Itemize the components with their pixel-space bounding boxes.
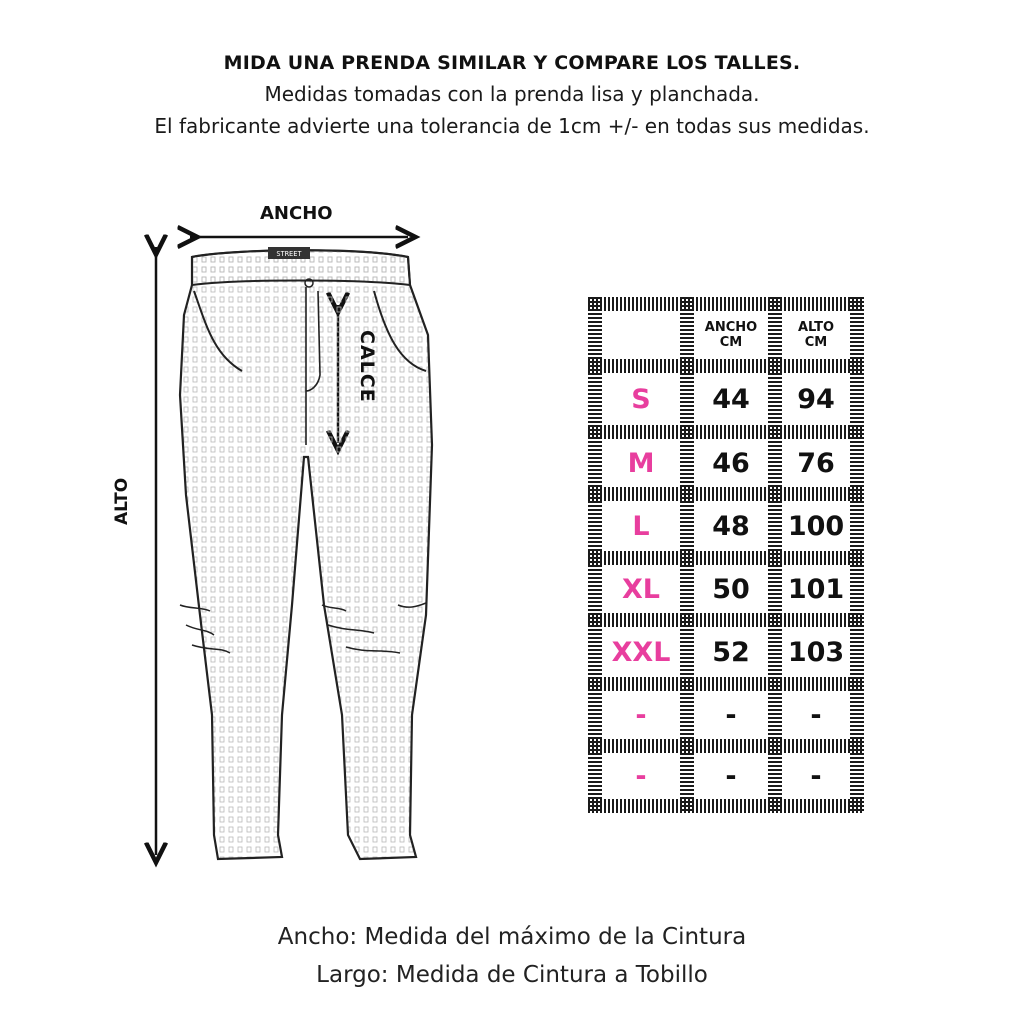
ancho-cell: 50 — [712, 573, 750, 605]
alto-cell: 101 — [787, 573, 845, 605]
height-label: ALTO — [112, 477, 132, 525]
table-vline — [768, 297, 782, 813]
ancho-cell: - — [725, 760, 737, 792]
size-cell: XL — [621, 573, 661, 605]
ancho-cell: - — [725, 699, 737, 731]
footer-line-1: Ancho: Medida del máximo de la Cintura — [277, 924, 747, 950]
alto-cell: 76 — [797, 447, 835, 479]
size-cell: - — [635, 760, 647, 792]
ancho-cell: 52 — [712, 636, 750, 668]
table-hline — [588, 799, 864, 813]
subtitle-line-1: Medidas tomadas con la prenda lisa y planchada. — [264, 82, 760, 106]
header — [0, 48, 1024, 142]
rise-label: CALCE — [356, 330, 378, 403]
waistband-tag: STREET — [276, 250, 302, 258]
width-label: ANCHO — [260, 203, 333, 224]
size-cell: - — [635, 699, 647, 731]
table-hline — [588, 297, 864, 311]
size-cell: M — [627, 447, 655, 479]
table-hline — [588, 359, 864, 373]
alto-cell: 94 — [797, 383, 835, 415]
table-hline — [588, 425, 864, 439]
alto-cell: - — [810, 699, 822, 731]
table-hline — [588, 613, 864, 627]
table-vline — [680, 297, 694, 813]
pants-illustration — [110, 195, 450, 895]
size-cell: S — [631, 383, 651, 415]
table-hline — [588, 677, 864, 691]
ancho-cell: 48 — [712, 510, 750, 542]
header-alto-cm: ALTO CM — [797, 320, 835, 350]
header-ancho-cm: ANCHO CM — [704, 320, 758, 350]
size-table — [588, 297, 864, 813]
table-hline — [588, 551, 864, 565]
footer — [0, 918, 1024, 994]
table-vline — [588, 297, 602, 813]
size-cell: XXL — [611, 636, 671, 668]
alto-cell: 103 — [787, 636, 845, 668]
size-cell: L — [632, 510, 650, 542]
ancho-cell: 44 — [712, 383, 750, 415]
table-vline — [850, 297, 864, 813]
table-hline — [588, 739, 864, 753]
alto-cell: 100 — [787, 510, 845, 542]
ancho-cell: 46 — [712, 447, 750, 479]
subtitle-line-2: El fabricante advierte una tolerancia de 1cm +/- en todas sus medidas. — [154, 114, 870, 138]
table-hline — [588, 487, 864, 501]
pants-diagram — [110, 195, 450, 895]
page-title: MIDA UNA PRENDA SIMILAR Y COMPARE LOS TALLES. — [223, 52, 801, 74]
alto-cell: - — [810, 760, 822, 792]
footer-line-2: Largo: Medida de Cintura a Tobillo — [316, 962, 708, 988]
